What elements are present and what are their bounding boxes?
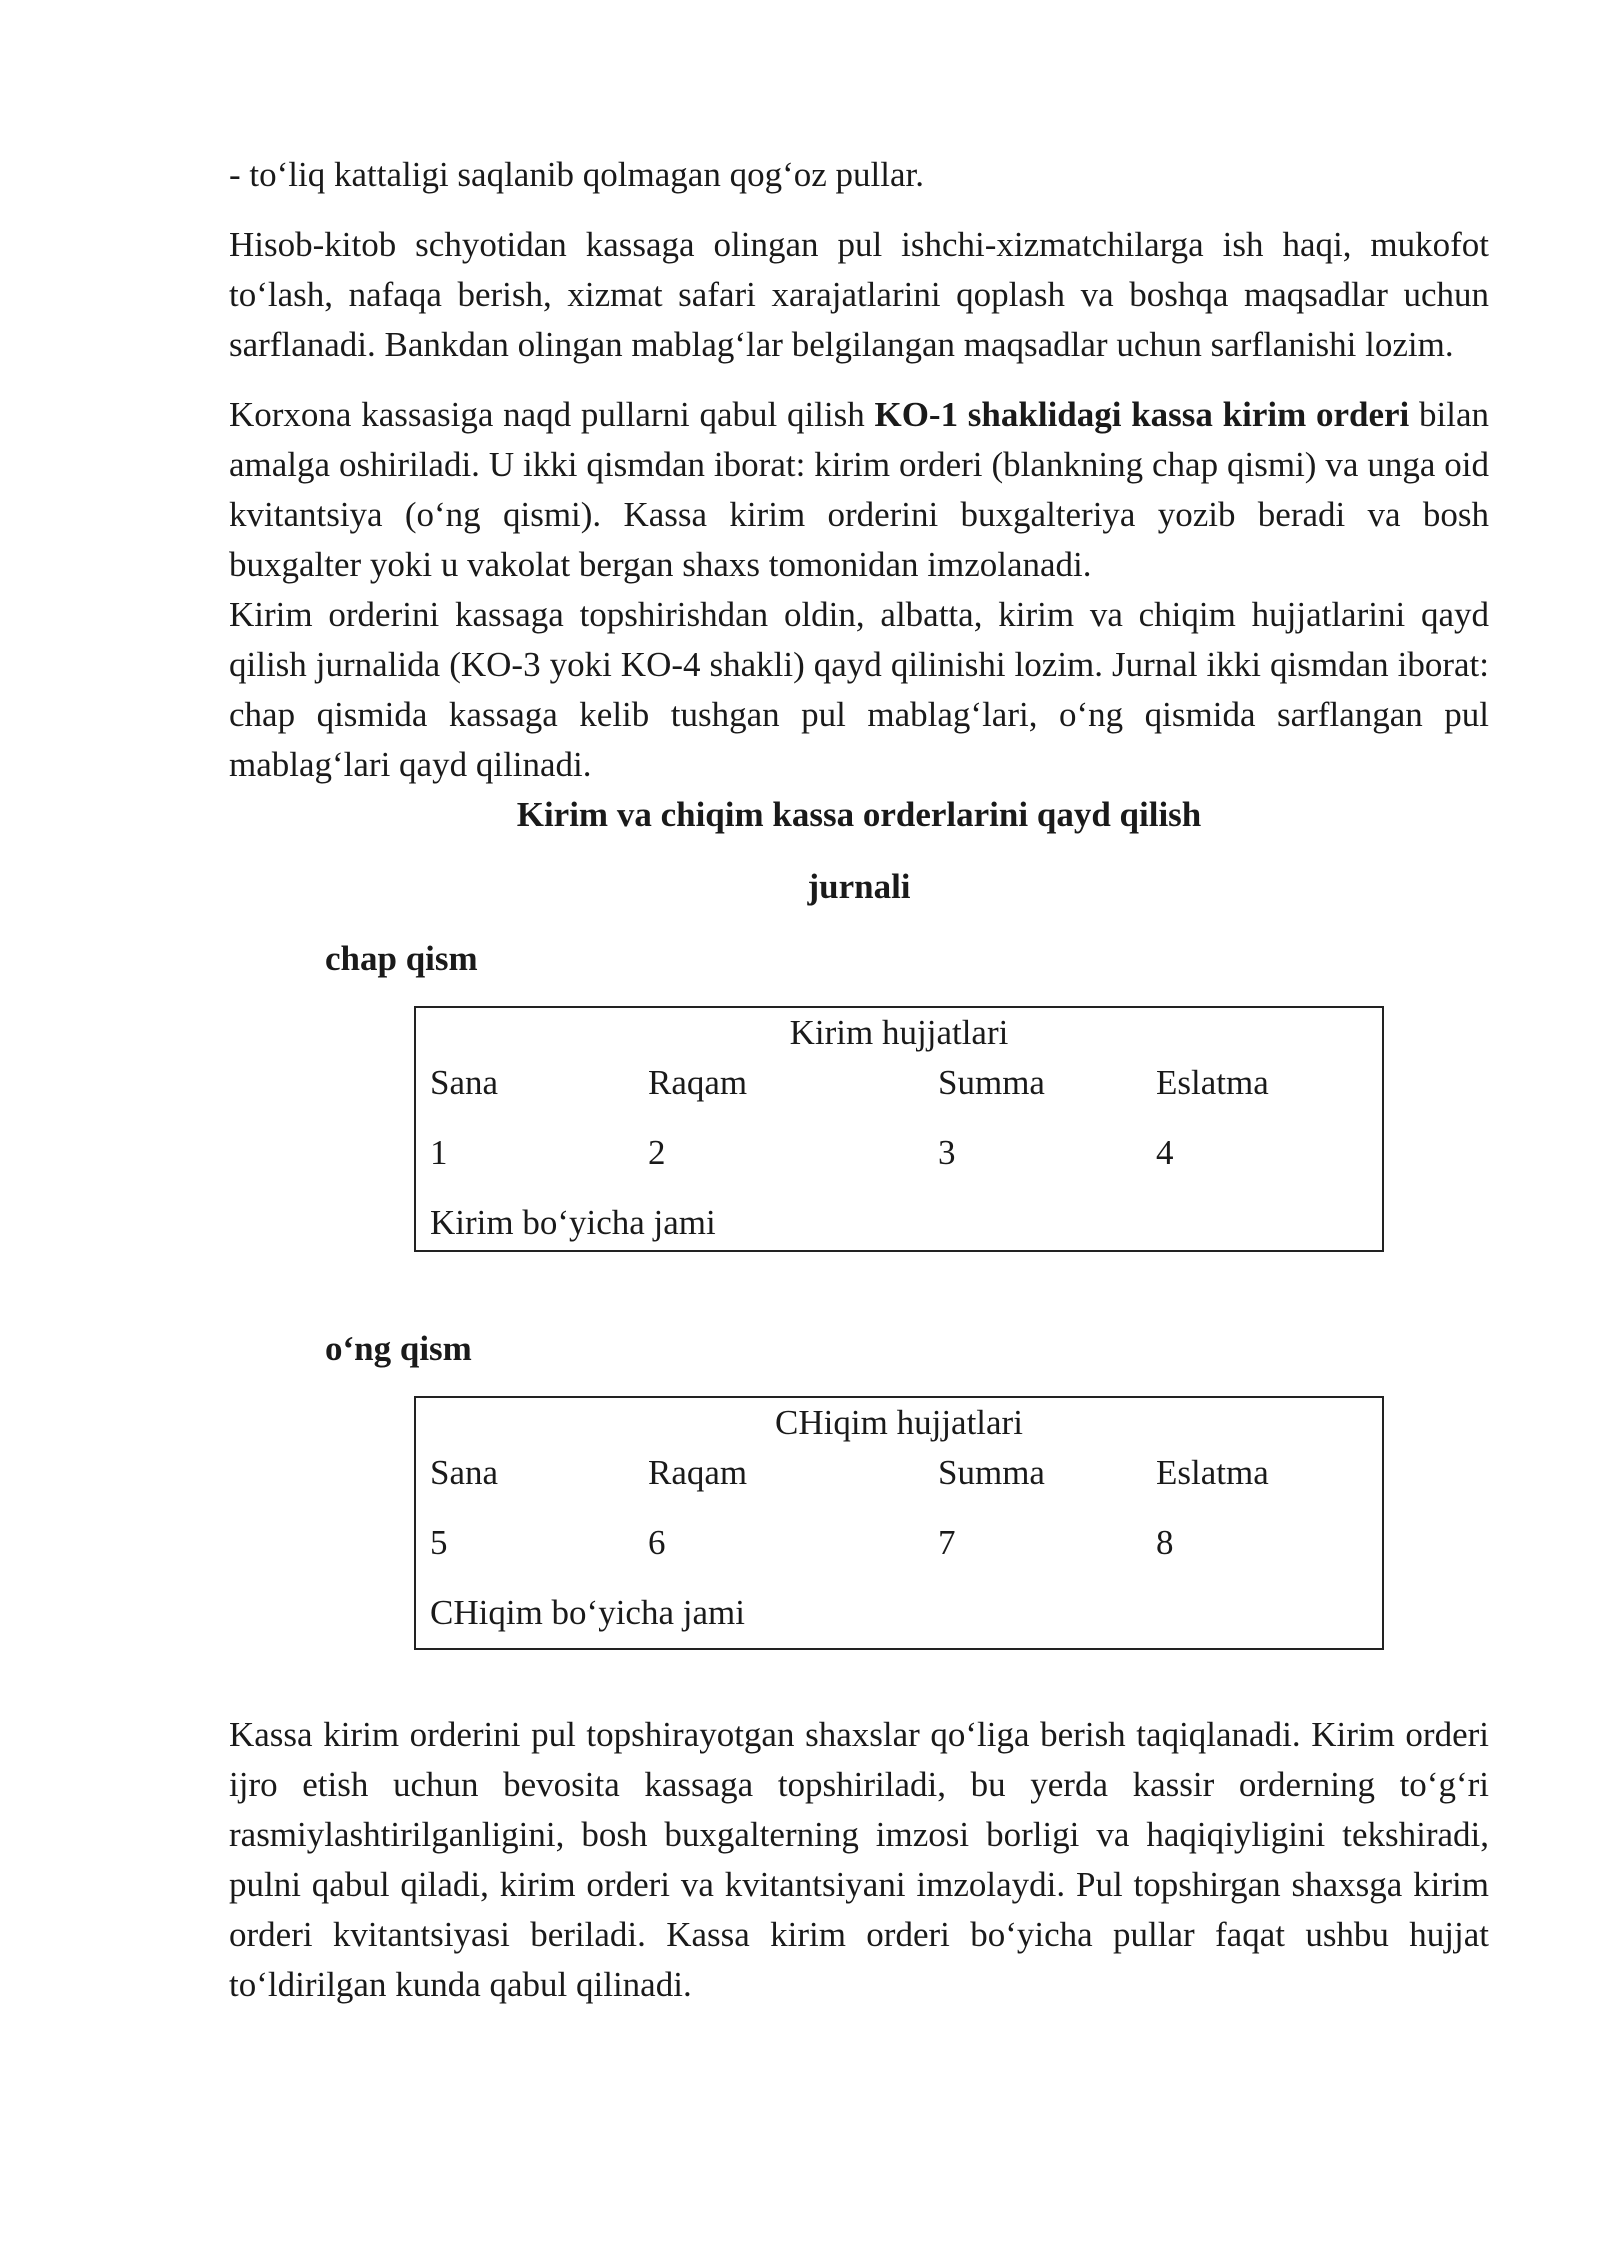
document-page — [229, 150, 1489, 2010]
column-number: 7 — [938, 1523, 956, 1562]
column-number: 8 — [1156, 1523, 1174, 1562]
journal-title-line-2: jurnali — [807, 867, 911, 906]
paragraph-4: Kassa kirim orderini pul topshirayotgan shaxslar qo‘liga berish taqiqlanadi. Kirim orderi ijro etish uchun bevosita kassaga topshiriladi, bu yerda kassir orderning to‘g‘ri rasmiylashtirilganligini, bosh buxgalterning imzosi borligi va haqiqiyligini tekshiradi, pulni qabul qiladi, kirim orderi va kvitantsiyani imzolaydi. Pul topshirgan shaxsga kirim orderi kvitantsiyasi beriladi. Kassa kirim orderi bo‘yicha pullar faqat ushbu hujjat to‘ldirilgan kunda qabul qilinadi. — [229, 1715, 1489, 2004]
column-number: 4 — [1156, 1133, 1174, 1172]
paragraph-2 — [229, 390, 1489, 590]
paragraph-2-start: Korxona kassasiga naqd pullarni qabul qilish — [229, 395, 875, 434]
journal-title-line-1: Kirim va chiqim kassa orderlarini qayd qilish — [516, 795, 1202, 834]
paragraph-3: Kirim orderini kassaga topshirishdan oldin, albatta, kirim va chiqim hujjatlarini qayd qilish jurnalida (KO-3 yoki KO-4 shakli) qayd qilinishi lozim. Jurnal ikki qismdan iborat: chap qismida kassaga kelib tushgan pul mablag‘lari, o‘ng qismida sarflangan pul mablag‘lari qayd qilinadi. — [229, 595, 1489, 784]
receipts-table-header-row — [416, 1058, 1382, 1108]
column-number: 3 — [938, 1133, 956, 1172]
column-number: 6 — [648, 1523, 666, 1562]
column-number: 5 — [430, 1523, 448, 1562]
header-number: Raqam — [648, 1063, 748, 1102]
intro-line: - to‘liq kattaligi saqlanib qolmagan qog‘oz pullar. — [229, 155, 924, 194]
header-date: Sana — [430, 1063, 499, 1102]
expenses-table-number-row — [416, 1518, 1382, 1568]
paragraph-2-end: bilan amalga oshiriladi. U ikki qismdan iborat: kirim orderi (blankning chap qismi) va unga oid kvitantsiya (o‘ng qismi). Kassa kirim orderini buxgalteriya yozib beradi va bosh buxgalter yoki u vakolat bergan shaxs tomonidan imzolanadi. — [229, 395, 1489, 584]
header-note: Eslatma — [1156, 1063, 1269, 1102]
receipts-table-total: Kirim bo‘yicha jami — [430, 1203, 716, 1242]
left-part-label: chap qism — [325, 939, 478, 978]
paragraph-2-bold: KO-1 shaklidagi kassa kirim orderi — [874, 395, 1410, 434]
expenses-table-header-row — [416, 1448, 1382, 1498]
paragraph-1: Hisob-kitob schyotidan kassaga olingan pul ishchi-xizmatchilarga ish haqi, mukofot to‘lash, nafaqa berish, xizmat safari xarajatlarini qoplash va boshqa maqsadlar uchun sarflanadi. Bankdan olingan mablag‘lar belgilangan maqsadlar uchun sarflanishi lozim. — [229, 225, 1489, 364]
header-number: Raqam — [648, 1453, 748, 1492]
column-number: 2 — [648, 1133, 666, 1172]
receipts-table-caption: Kirim hujjatlari — [789, 1013, 1009, 1052]
header-date: Sana — [430, 1453, 499, 1492]
header-amount: Summa — [938, 1453, 1045, 1492]
right-part-label: o‘ng qism — [325, 1329, 472, 1368]
receipts-table — [414, 1006, 1384, 1252]
receipts-table-number-row — [416, 1128, 1382, 1178]
header-note: Eslatma — [1156, 1453, 1269, 1492]
expenses-table-total: CHiqim bo‘yicha jami — [430, 1593, 745, 1632]
expenses-table-caption: CHiqim hujjatlari — [775, 1403, 1023, 1442]
header-amount: Summa — [938, 1063, 1045, 1102]
expenses-table — [414, 1396, 1384, 1650]
column-number: 1 — [430, 1133, 448, 1172]
